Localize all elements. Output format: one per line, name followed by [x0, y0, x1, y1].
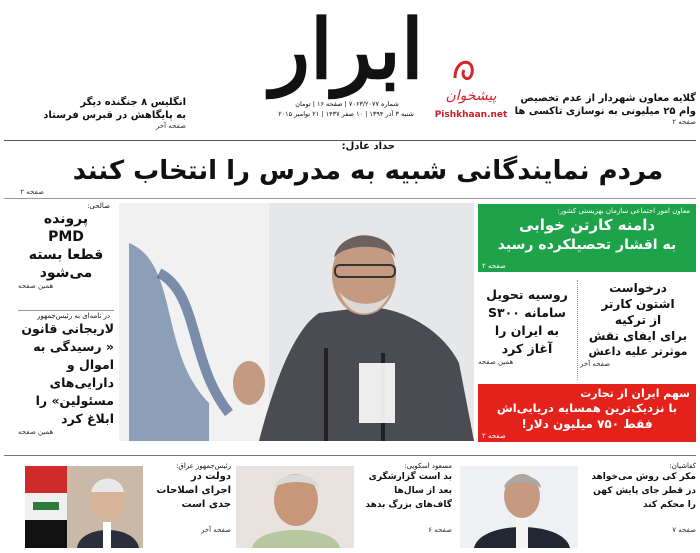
- carter-line-5: موثرتر علیه داعش: [588, 345, 688, 358]
- main-headline[interactable]: مردم نمایندگانی شبیه به مدرس را انتخاب کنند: [72, 156, 664, 186]
- bottom-story-2-page: صفحه ۶: [428, 526, 452, 534]
- larijani-line-5: مسئولین» را: [35, 393, 114, 408]
- main-headline-kicker: حداد عادل:: [341, 141, 395, 152]
- bottom-story-3-kicker: کفاشیان:: [669, 462, 696, 470]
- kafashian-illustration: [460, 466, 578, 548]
- bottom-story-3-line-3: را محکم کند: [643, 500, 696, 510]
- pishkhan-label: پیشخوان: [445, 88, 497, 104]
- bottom-story-3[interactable]: [580, 462, 696, 534]
- red-box-line1: سهم ایران از تجارت: [580, 387, 690, 400]
- red-box-page: صفحه ۲: [482, 432, 506, 440]
- larijani-line-3: اموال و: [66, 357, 114, 372]
- bottom-story-1-kicker: رئیس‌جمهور عراق:: [176, 462, 231, 470]
- masthead-issue-line2: شنبه ۳ آذر ۱۳۹۴ | ۱۰ صفر ۱۴۳۷ | ۲۱ نوامبر ۲۰۱۵: [278, 110, 414, 118]
- larijani-line-2: « رسیدگی به: [33, 339, 114, 354]
- top-right-story[interactable]: [488, 92, 696, 126]
- russia-line-1: روسیه تحویل: [486, 287, 568, 302]
- larijani-page: همین صفحه: [18, 428, 54, 436]
- carter-line-3: از ترکیه: [614, 313, 662, 327]
- headline-divider: [4, 198, 696, 199]
- top-left-story-line1: انگلیس ۸ جنگنده دیگر: [80, 97, 186, 108]
- salehi-line-1: پرونده: [43, 211, 89, 227]
- bottom-story-1-line-1: دولت در: [190, 471, 231, 482]
- larijani-kicker: در نامه‌ای به رئیس‌جمهور: [37, 312, 110, 320]
- pishkhan-swirl-icon: [450, 48, 480, 88]
- bottom-story-2-line-1: بد است گزارشگری: [368, 472, 452, 482]
- kafashian-photo: [460, 466, 578, 548]
- salehi-kicker: صالحی:: [87, 202, 110, 210]
- bottom-story-2-kicker: مسعود اسکویی:: [404, 462, 452, 470]
- left-col-divider: [18, 310, 114, 311]
- top-right-story-line2: وام ۲۵ میلیونی به نوسازی تاکسی ها: [514, 106, 696, 117]
- bottom-story-2[interactable]: [356, 462, 452, 534]
- main-headline-page: صفحه ۲: [20, 188, 44, 196]
- top-right-story-line1: گلایه معاون شهردار از عدم تخصیص: [520, 93, 696, 104]
- salehi-page: همین صفحه: [18, 282, 54, 290]
- red-box-line3: فقط ۷۵۰ میلیون دلار!: [521, 417, 653, 431]
- main-photo-illustration: [119, 203, 474, 441]
- bottom-story-2-line-3: گاف‌های بزرگ بدهد: [365, 500, 452, 510]
- larijani-story[interactable]: [18, 312, 114, 436]
- top-right-story-page: صفحه ۲: [672, 118, 696, 126]
- russia-line-2: سامانه S۳۰۰: [488, 305, 566, 320]
- red-box[interactable]: [478, 384, 696, 442]
- iraq-president-photo: [25, 466, 143, 548]
- bottom-story-1-page: صفحه آخر: [200, 526, 231, 534]
- green-box-kicker: معاون امور اجتماعی سازمان بهزیستی کشور:: [557, 207, 690, 215]
- green-box-page: صفحه ۲: [482, 262, 506, 270]
- eskouei-illustration: [236, 466, 354, 548]
- russia-story[interactable]: [478, 286, 576, 366]
- bottom-story-3-line-2: در قطر جای پایش کهن: [593, 486, 696, 496]
- bottom-story-1-line-3: جدی است: [181, 499, 231, 510]
- iraq-president-illustration: [25, 466, 143, 548]
- bottom-divider: [4, 455, 696, 456]
- bottom-story-2-line-2: بعد از سال‌ها: [394, 486, 452, 496]
- larijani-line-6: ابلاغ کرد: [61, 411, 114, 426]
- carter-line-1: درخواست: [609, 281, 667, 295]
- salehi-line-3: قطعا بسته: [28, 247, 104, 263]
- bottom-story-1-line-2: اجرای اصلاحات: [156, 485, 231, 496]
- russia-line-3: به ایران را: [494, 323, 560, 338]
- top-left-story-line2: به پایگاهش در قبرس فرستاد: [43, 110, 186, 121]
- salehi-story[interactable]: [18, 202, 114, 290]
- carter-line-2: اشتون کارتر: [601, 297, 675, 311]
- salehi-line-4: می‌شود: [39, 265, 93, 281]
- masthead-title: ابرار: [270, 2, 424, 98]
- green-box-line1: دامنه کارتن خوابی: [518, 216, 656, 234]
- main-photo: [119, 203, 474, 441]
- carter-page: صفحه آخر: [580, 360, 611, 368]
- eskouei-photo: [236, 466, 354, 548]
- russia-page: همین صفحه: [478, 358, 514, 366]
- russia-line-4: آغاز کرد: [501, 341, 553, 356]
- larijani-line-4: دارایی‌های: [49, 375, 114, 390]
- carter-story[interactable]: [580, 280, 696, 368]
- green-box[interactable]: [478, 204, 696, 272]
- carter-line-4: برای ایفای نقش: [588, 329, 688, 343]
- green-box-line2: به اقشار تحصیلکرده رسید: [497, 237, 677, 253]
- top-left-story-page: صفحه آخر: [155, 122, 186, 130]
- top-left-story[interactable]: [4, 96, 186, 130]
- red-box-line2: با نزدیک‌ترین همسایه دریایی‌اش: [496, 401, 678, 415]
- pishkhan-url: Pishkhaan.net: [434, 110, 508, 120]
- bottom-story-3-line-1: مکر کی روش می‌خواهد: [591, 472, 696, 482]
- right-column-divider: [577, 280, 578, 380]
- larijani-line-1: لاریجانی قانون: [21, 321, 114, 336]
- salehi-line-2: PMD: [48, 229, 84, 245]
- pishkhan-logo[interactable]: [430, 48, 512, 128]
- bottom-story-3-page: صفحه ۷: [672, 526, 696, 534]
- masthead-issue-line1: شماره ۷۰۶۳/۲۰۷۷ | صفحه ۱۶ | تومان: [295, 100, 399, 108]
- bottom-story-1[interactable]: [145, 462, 231, 534]
